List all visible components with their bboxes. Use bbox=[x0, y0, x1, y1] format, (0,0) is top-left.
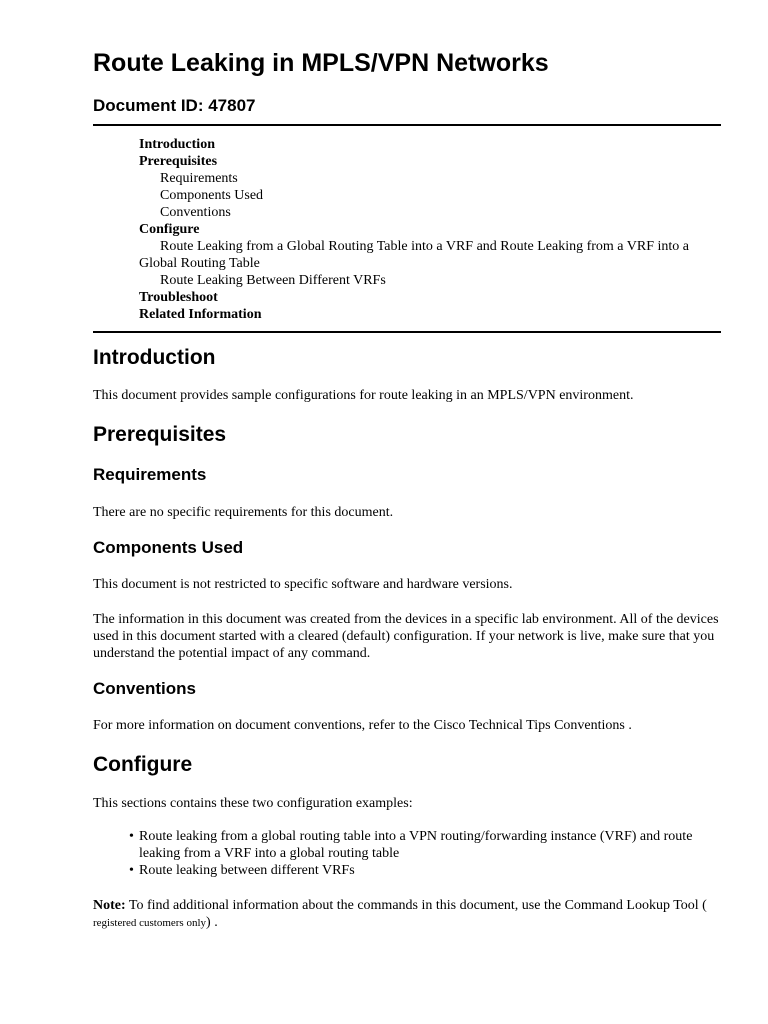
toc-link-components-used[interactable]: Components Used bbox=[160, 188, 264, 203]
toc-link-troubleshoot[interactable]: Troubleshoot bbox=[139, 290, 218, 305]
configure-intro-text: This sections contains these two configuration examples: bbox=[93, 796, 413, 811]
command-lookup-tool-link[interactable]: Command Lookup Tool bbox=[564, 898, 699, 913]
toc-link-requirements[interactable]: Requirements bbox=[160, 171, 238, 186]
components-used-text-1: This document is not restricted to specific software and hardware versions. bbox=[93, 577, 513, 592]
toc-link-route-leaking-global-vrf[interactable]: Route Leaking from a Global Routing Table into a VRF and Route Leaking from a VRF into a Global Routing Table bbox=[139, 239, 689, 271]
requirements-text: There are no specific requirements for this document. bbox=[93, 505, 394, 520]
toc-link-prerequisites[interactable]: Prerequisites bbox=[139, 154, 218, 169]
components-used-text-2: The information in this document was created from the devices in a specific lab environment. All of the devices used in this document started with a cleared (default) configuration. If your network is live, make sure that you understand the potential impact of any command. bbox=[93, 612, 719, 661]
configure-note bbox=[93, 897, 721, 932]
conventions-text-after: . bbox=[624, 718, 632, 733]
list-item-text: Route leaking between different VRFs bbox=[139, 863, 355, 878]
conventions-link[interactable]: Cisco Technical Tips Conventions bbox=[433, 718, 625, 733]
introduction-text: This document provides sample configurations for route leaking in an MPLS/VPN environment. bbox=[93, 388, 634, 403]
list-item bbox=[129, 828, 721, 862]
heading-conventions: Conventions bbox=[93, 679, 196, 698]
heading-prerequisites: Prerequisites bbox=[93, 423, 227, 446]
conventions-text bbox=[93, 717, 721, 734]
note-registered-customers: registered customers only bbox=[93, 917, 207, 929]
toc-link-conventions[interactable]: Conventions bbox=[160, 205, 231, 220]
document-title: Route Leaking in MPLS/VPN Networks bbox=[93, 49, 549, 77]
note-label: Note: bbox=[93, 898, 126, 913]
note-text: To find additional information about the commands in this document, use the bbox=[125, 898, 565, 913]
heading-requirements: Requirements bbox=[93, 465, 207, 484]
bullet-icon: • bbox=[129, 863, 134, 878]
table-of-contents bbox=[139, 136, 699, 323]
divider-top bbox=[93, 124, 721, 126]
heading-introduction: Introduction bbox=[93, 346, 216, 369]
bullet-icon: • bbox=[129, 829, 134, 844]
list-item bbox=[129, 862, 721, 879]
toc-link-configure[interactable]: Configure bbox=[139, 222, 200, 237]
note-paren-open: ( bbox=[698, 898, 707, 913]
note-end: ) . bbox=[206, 915, 218, 930]
document-id: Document ID: 47807 bbox=[93, 96, 256, 115]
heading-configure: Configure bbox=[93, 753, 193, 776]
conventions-text-before: For more information on document conventions, refer to the bbox=[93, 718, 434, 733]
configure-bullet-list bbox=[129, 828, 721, 879]
list-item-text: Route leaking from a global routing table into a VPN routing/forwarding instance (VRF) and route leaking from a VRF into a global routing table bbox=[139, 829, 693, 861]
divider-bottom bbox=[93, 331, 721, 333]
toc-link-route-leaking-between-vrfs[interactable]: Route Leaking Between Different VRFs bbox=[160, 273, 386, 288]
toc-link-introduction[interactable]: Introduction bbox=[139, 137, 215, 152]
toc-link-related-information[interactable]: Related Information bbox=[139, 307, 262, 322]
heading-components-used: Components Used bbox=[93, 538, 244, 557]
